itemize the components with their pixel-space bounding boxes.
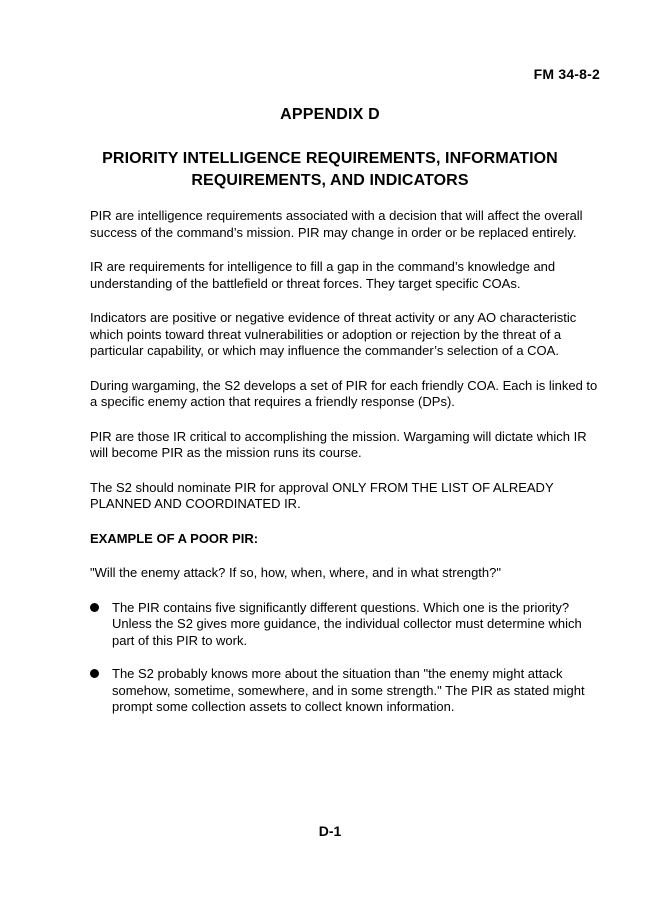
example-quote: "Will the enemy attack? If so, how, when, where, and in what strength?" — [90, 565, 501, 580]
list-item — [90, 666, 598, 716]
bullet-icon — [90, 603, 99, 612]
paragraph-wargaming: During wargaming, the S2 develops a set of PIR for each friendly COA. Each is linked to a specific enemy action that requires a friendly response (DPs). — [90, 377, 598, 409]
list-item — [90, 600, 598, 650]
paragraph-pir-critical: PIR are those IR critical to accomplishing the mission. Wargaming will dictate which IR will become PIR as the mission runs its course. — [90, 428, 587, 460]
document-body — [90, 208, 598, 733]
paragraph-nomination: The S2 should nominate PIR for approval ONLY FROM THE LIST OF ALREADY PLANNED AND COORDINATED IR. — [90, 479, 554, 511]
example-bullet-list — [90, 600, 598, 716]
title-line-2: REQUIREMENTS, AND INDICATORS — [191, 172, 469, 189]
document-number: FM 34-8-2 — [533, 66, 600, 82]
bullet-text: The PIR contains five significantly different questions. Which one is the priority? Unless the S2 gives more guidance, the individual collector must determine which part of this PIR to work. — [112, 599, 582, 648]
paragraph-ir-definition: IR are requirements for intelligence to fill a gap in the command’s knowledge and understanding of the battlefield or threat forces. They target specific COAs. — [90, 259, 556, 291]
title-line-1: PRIORITY INTELLIGENCE REQUIREMENTS, INFORMATION — [102, 150, 558, 167]
bullet-icon — [90, 669, 99, 678]
paragraph-pir-definition: PIR are intelligence requirements associated with a decision that will affect the overall success of the command’s mission. PIR may change in order or be replaced entirely. — [90, 208, 583, 240]
page-number: D-1 — [318, 823, 342, 839]
page-title — [70, 148, 590, 192]
appendix-heading: APPENDIX D — [280, 106, 380, 123]
paragraph-indicators-definition: Indicators are positive or negative evidence of threat activity or any AO characteristic which points toward threat vulnerabilities or adoption or rejection by the threat of a particular capability, or which may influence the commander’s selection of a COA. — [90, 310, 577, 358]
example-heading: EXAMPLE OF A POOR PIR: — [90, 530, 259, 546]
bullet-text: The S2 probably knows more about the situation than "the enemy might attack somehow, sometime, somewhere, and in some strength." The PIR as stated might prompt some collection assets to collect known information. — [112, 666, 585, 714]
